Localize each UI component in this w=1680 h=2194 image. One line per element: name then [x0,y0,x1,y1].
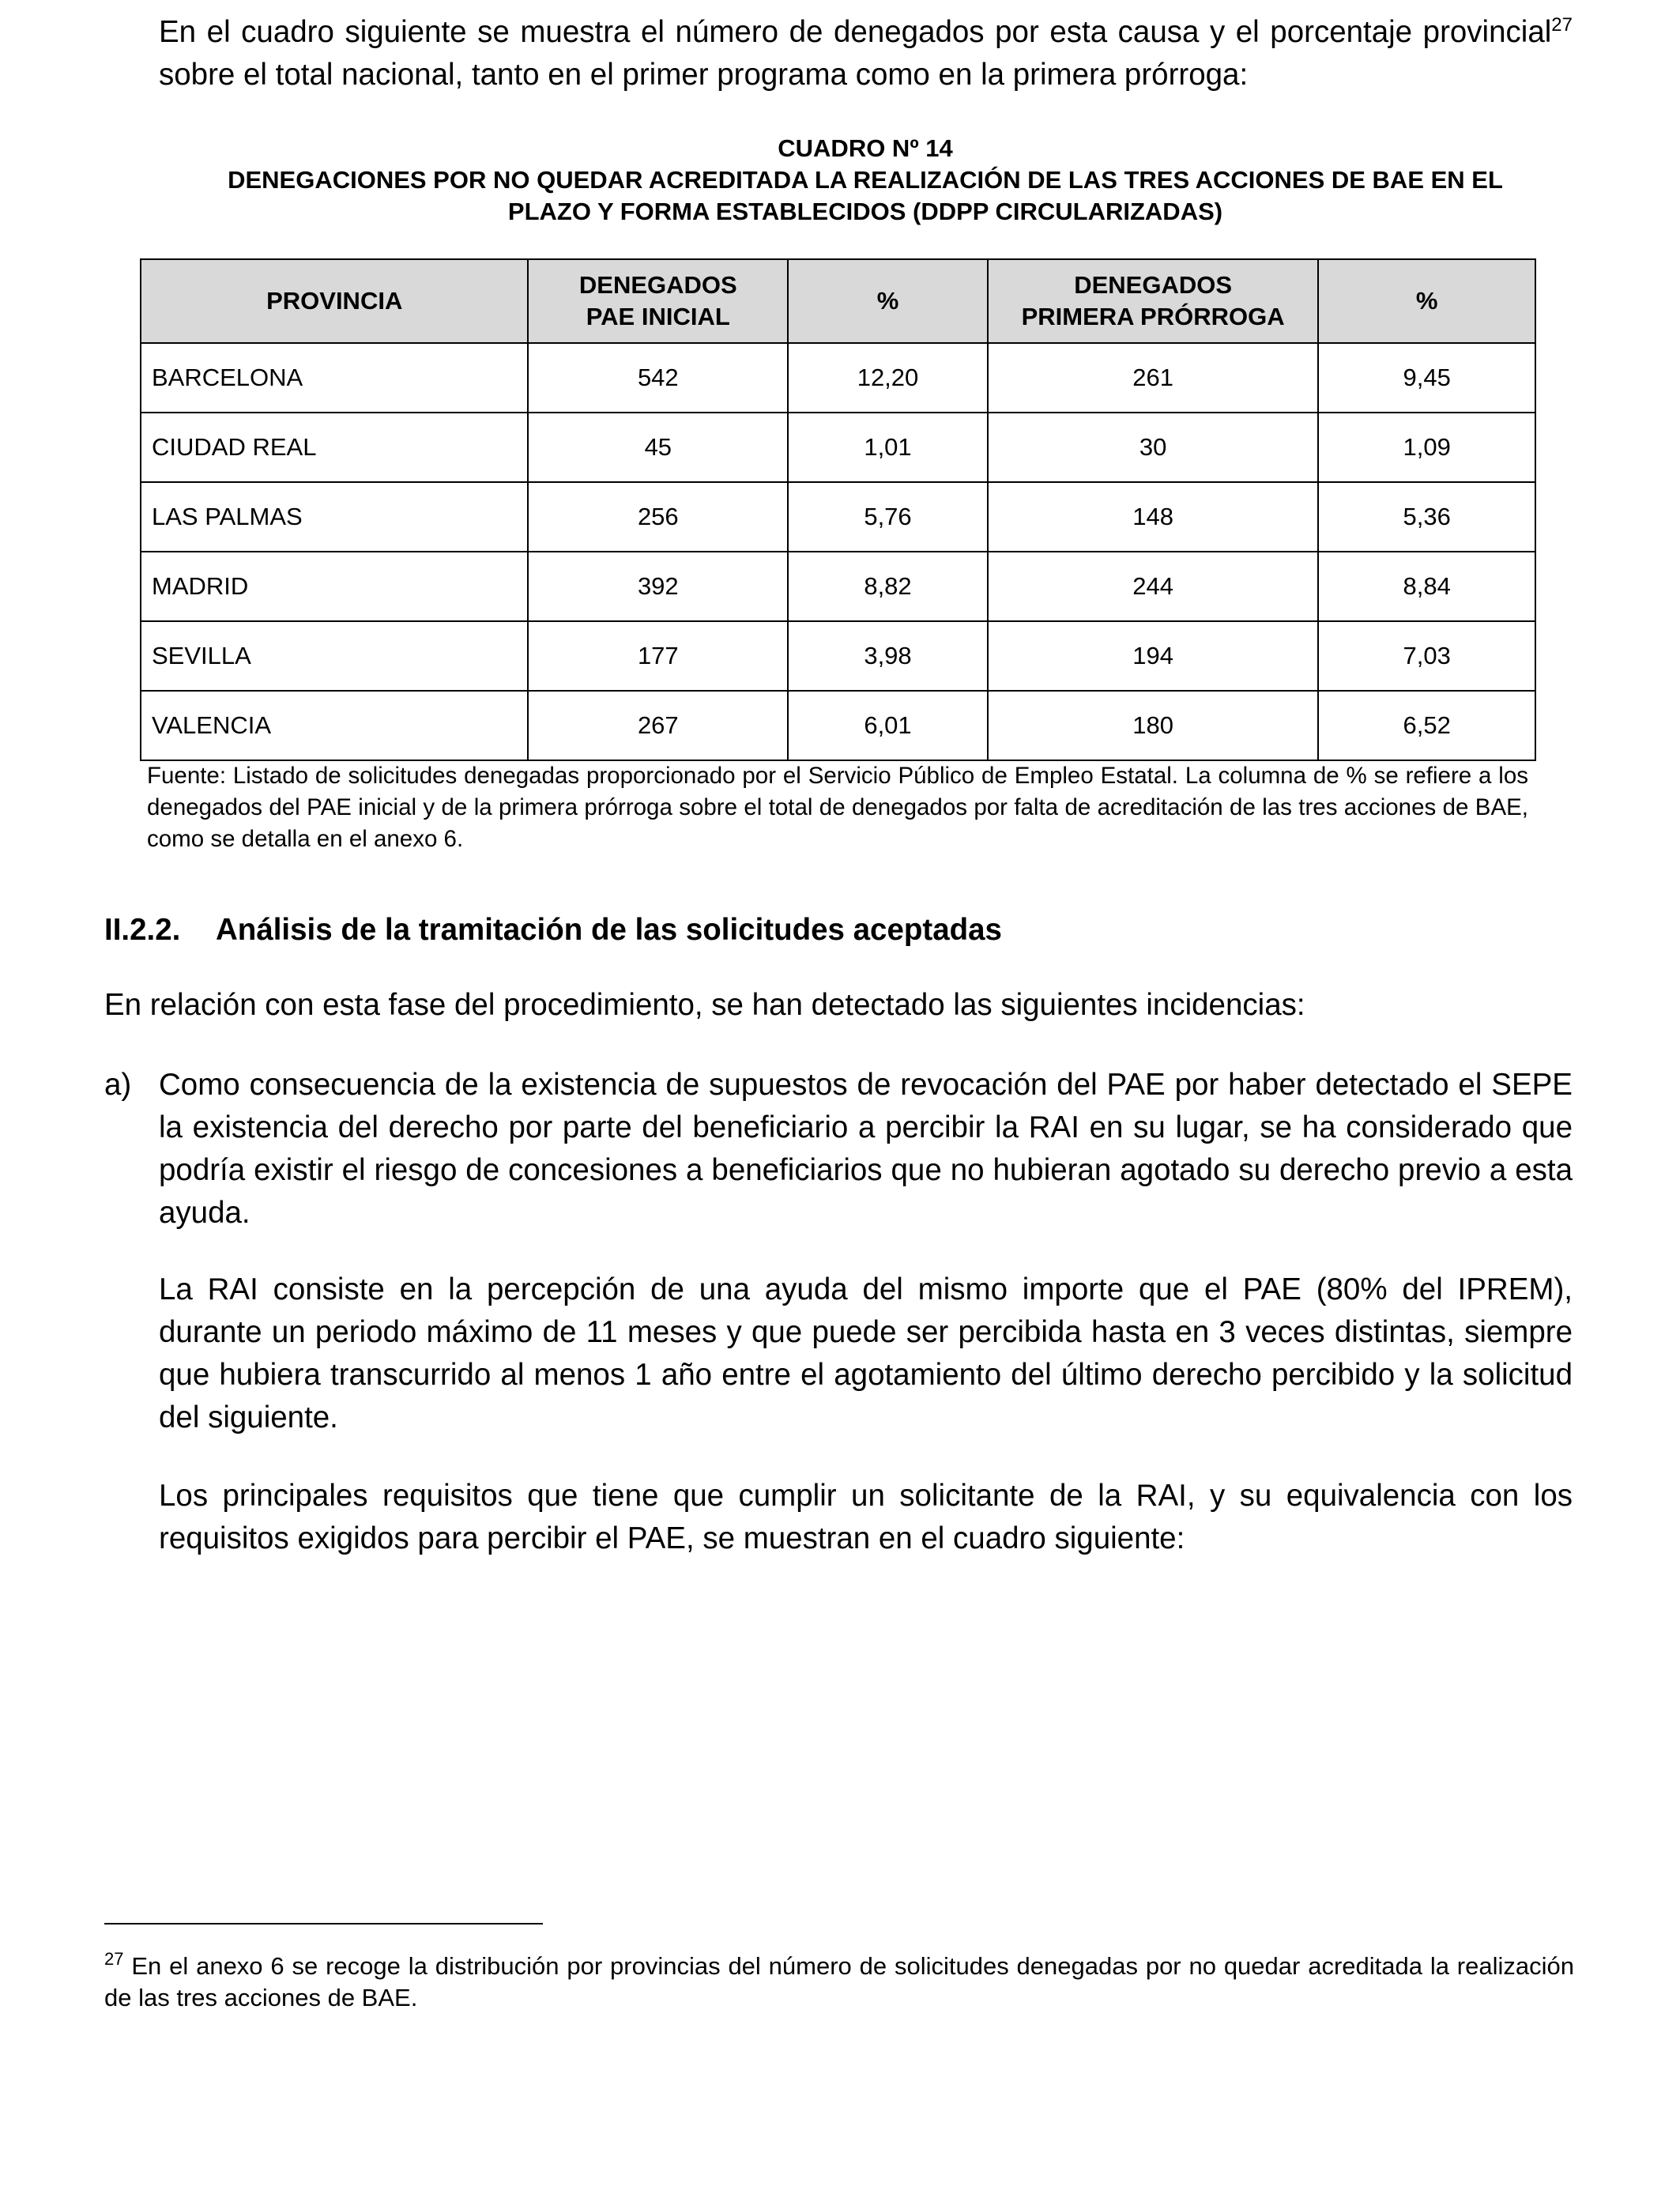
table-row [141,482,1535,552]
cell-percent-1: 8,82 [788,552,988,621]
table-title-line-2: PLAZO Y FORMA ESTABLECIDOS (DDPP CIRCULARIZADAS) [507,198,1223,225]
intro-text-after: sobre el total nacional, tanto en el primer programa como en la primera prórroga: [159,58,1249,92]
list-item-a-paragraph-2: La RAI consiste en la percepción de una ayuda del mismo importe que el PAE (80% del IPREM), durante un periodo máximo de 11 meses y que puede ser percibida hasta en 3 veces distintas, siempre que hubiera transcurrido al menos 1 año entre el agotamiento del último derecho percibido y la solicitud del siguiente. [159,1272,1573,1434]
footnote-text: En el anexo 6 se recoge la distribución por provincias del número de solicitudes denegadas por no quedar acreditada la realización de las tres acciones de BAE. [104,1952,1574,2011]
cell-prorroga: 30 [988,413,1319,482]
footnote [104,1951,1574,2014]
table-row [141,413,1535,482]
section-heading [104,909,1002,952]
cell-percent-1: 1,01 [788,413,988,482]
cell-provincia: CIUDAD REAL [141,413,528,482]
header-col2-line2: PAE INICIAL [586,303,730,330]
footnote-number: 27 [104,1949,124,1969]
cell-percent-2: 5,36 [1318,482,1535,552]
header-provincia: PROVINCIA [141,259,528,343]
cell-percent-1: 5,76 [788,482,988,552]
table-row [141,343,1535,413]
cell-pae-inicial: 45 [528,413,788,482]
cell-percent-1: 12,20 [788,343,988,413]
footnote-ref[interactable]: 27 [1551,14,1573,36]
cell-percent-2: 6,52 [1318,691,1535,760]
table-header-row [141,259,1535,343]
cell-provincia: SEVILLA [141,621,528,691]
cell-prorroga: 148 [988,482,1319,552]
cell-provincia: VALENCIA [141,691,528,760]
cell-provincia: LAS PALMAS [141,482,528,552]
cell-percent-1: 3,98 [788,621,988,691]
cell-pae-inicial: 392 [528,552,788,621]
header-col4-line2: PRIMERA PRÓRROGA [1021,303,1285,330]
table-title-line-1: DENEGACIONES POR NO QUEDAR ACREDITADA LA REALIZACIÓN DE LAS TRES ACCIONES DE BAE EN EL [228,166,1503,194]
cell-pae-inicial: 542 [528,343,788,413]
section-number: II.2.2. [104,913,181,947]
section-title: Análisis de la tramitación de las solicitudes aceptadas [216,913,1002,947]
table-row [141,552,1535,621]
table-row [141,691,1535,760]
cell-percent-2: 7,03 [1318,621,1535,691]
section-intro-paragraph: En relación con esta fase del procedimiento, se han detectado las siguientes incidencias: [104,988,1305,1022]
cell-prorroga: 244 [988,552,1319,621]
header-percent-2: % [1318,259,1535,343]
header-col4-line1: DENEGADOS [1074,271,1233,299]
cell-prorroga: 180 [988,691,1319,760]
cell-prorroga: 194 [988,621,1319,691]
list-marker-a: a) [104,1068,132,1102]
cell-percent-2: 1,09 [1318,413,1535,482]
header-denegados-primera-prorroga [988,259,1319,343]
intro-text-before: En el cuadro siguiente se muestra el número de denegados por esta causa y el porcentaje provincial [159,15,1552,49]
cell-percent-2: 8,84 [1318,552,1535,621]
cell-percent-1: 6,01 [788,691,988,760]
intro-paragraph [159,11,1573,96]
list-item-a-paragraph-3: Los principales requisitos que tiene que cumplir un solicitante de la RAI, y su equivalencia con los requisitos exigidos para percibir el PAE, se muestran en el cuadro siguiente: [159,1479,1573,1555]
cell-percent-2: 9,45 [1318,343,1535,413]
table-number: CUADRO Nº 14 [778,134,953,162]
header-percent-1: % [788,259,988,343]
table-caption [111,133,1620,228]
table-row [141,621,1535,691]
cell-provincia: BARCELONA [141,343,528,413]
cell-pae-inicial: 177 [528,621,788,691]
cell-pae-inicial: 267 [528,691,788,760]
table-source-note: Fuente: Listado de solicitudes denegadas proporcionado por el Servicio Público de Empleo Estatal. La columna de % se refiere a los denegados del PAE inicial y de la primera prórroga sobre el total de denegados por falta de acreditación de las tres acciones de BAE, como se detalla en el anexo 6. [147,763,1528,852]
header-col2-line1: DENEGADOS [578,271,737,299]
denegaciones-table [140,258,1536,761]
cell-prorroga: 261 [988,343,1319,413]
cell-pae-inicial: 256 [528,482,788,552]
footnote-separator [104,1923,543,1924]
list-item-a-paragraph-1: Como consecuencia de la existencia de supuestos de revocación del PAE por haber detectado el SEPE la existencia del derecho por parte del beneficiario a percibir la RAI en su lugar, se ha considerado que podría existir el riesgo de concesiones a beneficiarios que no hubieran agotado su derecho previo a esta ayuda. [159,1068,1573,1230]
cell-provincia: MADRID [141,552,528,621]
header-denegados-pae-inicial [528,259,788,343]
